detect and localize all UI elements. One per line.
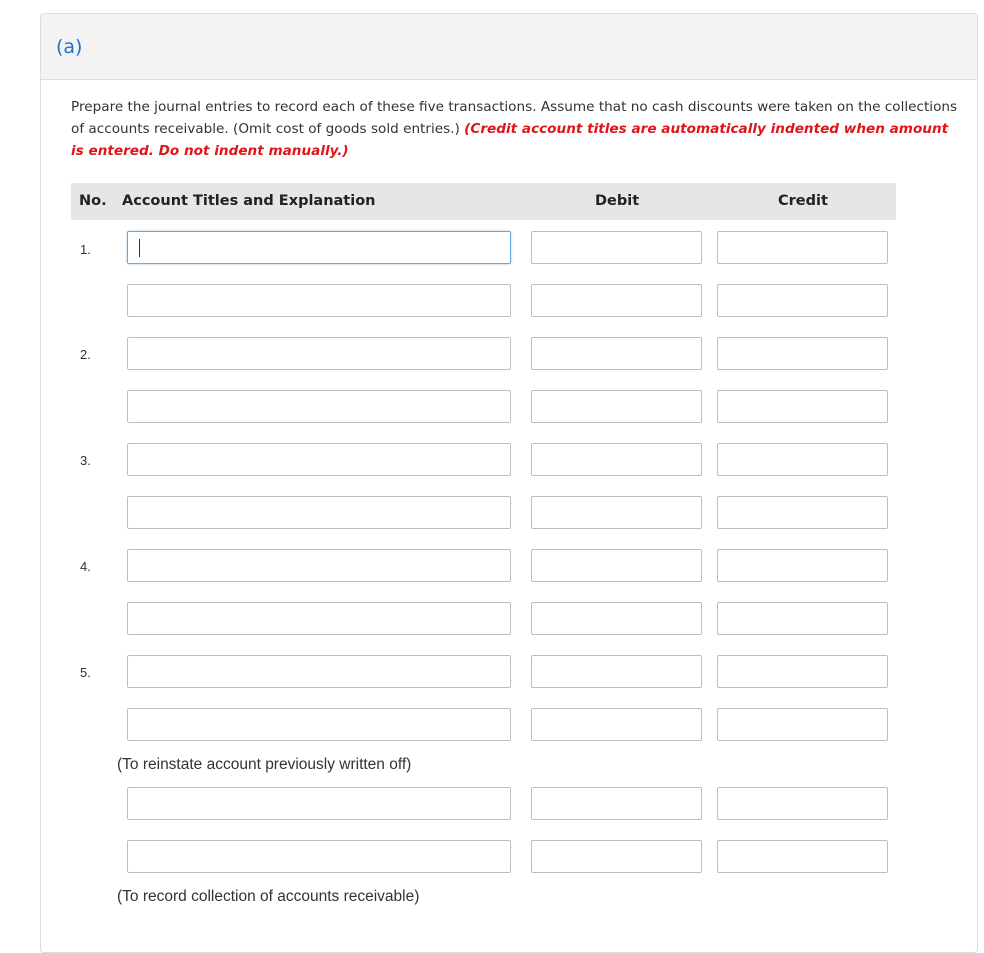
debit-input-4b[interactable] bbox=[531, 602, 702, 635]
instructions-text: Prepare the journal entries to record each of these five transactions. Assume that no cash discounts were taken on the collections of accounts receivable. (Omit cost of goods sold entries.) bbox=[71, 99, 958, 137]
account-title-input-2a[interactable] bbox=[127, 337, 511, 370]
header-account-titles: Account Titles and Explanation bbox=[122, 193, 376, 209]
explanation-note-reinstate: (To reinstate account previously written off) bbox=[117, 756, 412, 773]
account-title-input-5a[interactable] bbox=[127, 655, 511, 688]
credit-input-5c[interactable] bbox=[717, 787, 888, 820]
explanation-note-collection: (To record collection of accounts receivable) bbox=[117, 888, 420, 905]
debit-input-3b[interactable] bbox=[531, 496, 702, 529]
row-number-5: 5. bbox=[80, 665, 91, 680]
table-header bbox=[71, 183, 896, 220]
debit-input-5b[interactable] bbox=[531, 708, 702, 741]
debit-input-5d[interactable] bbox=[531, 840, 702, 873]
account-title-input-4a[interactable] bbox=[127, 549, 511, 582]
credit-input-3b[interactable] bbox=[717, 496, 888, 529]
account-title-input-5d[interactable] bbox=[127, 840, 511, 873]
row-number-3: 3. bbox=[80, 453, 91, 468]
credit-input-5d[interactable] bbox=[717, 840, 888, 873]
credit-input-2b[interactable] bbox=[717, 390, 888, 423]
debit-input-5a[interactable] bbox=[531, 655, 702, 688]
account-title-input-3b[interactable] bbox=[127, 496, 511, 529]
credit-input-1a[interactable] bbox=[717, 231, 888, 264]
debit-input-4a[interactable] bbox=[531, 549, 702, 582]
debit-input-2a[interactable] bbox=[531, 337, 702, 370]
credit-input-4b[interactable] bbox=[717, 602, 888, 635]
instructions bbox=[71, 96, 961, 162]
row-number-2: 2. bbox=[80, 347, 91, 362]
account-title-input-1b[interactable] bbox=[127, 284, 511, 317]
account-title-input-1a[interactable] bbox=[127, 231, 511, 264]
panel-header bbox=[41, 14, 977, 80]
credit-input-5a[interactable] bbox=[717, 655, 888, 688]
debit-input-5c[interactable] bbox=[531, 787, 702, 820]
header-debit: Debit bbox=[595, 193, 640, 209]
debit-input-1a[interactable] bbox=[531, 231, 702, 264]
header-no: No. bbox=[79, 193, 107, 209]
account-title-input-5b[interactable] bbox=[127, 708, 511, 741]
account-title-input-3a[interactable] bbox=[127, 443, 511, 476]
text-cursor bbox=[139, 239, 140, 257]
instructions-warning: (Credit account titles are automatically indented when amount is entered. Do not indent manually.) bbox=[71, 121, 949, 159]
account-title-input-2b[interactable] bbox=[127, 390, 511, 423]
row-number-4: 4. bbox=[80, 559, 91, 574]
debit-input-2b[interactable] bbox=[531, 390, 702, 423]
part-label: (a) bbox=[56, 36, 83, 58]
row-number-1: 1. bbox=[80, 242, 91, 257]
credit-input-4a[interactable] bbox=[717, 549, 888, 582]
account-title-input-5c[interactable] bbox=[127, 787, 511, 820]
credit-input-2a[interactable] bbox=[717, 337, 888, 370]
debit-input-1b[interactable] bbox=[531, 284, 702, 317]
header-credit: Credit bbox=[778, 193, 828, 209]
credit-input-1b[interactable] bbox=[717, 284, 888, 317]
credit-input-3a[interactable] bbox=[717, 443, 888, 476]
account-title-input-4b[interactable] bbox=[127, 602, 511, 635]
credit-input-5b[interactable] bbox=[717, 708, 888, 741]
debit-input-3a[interactable] bbox=[531, 443, 702, 476]
